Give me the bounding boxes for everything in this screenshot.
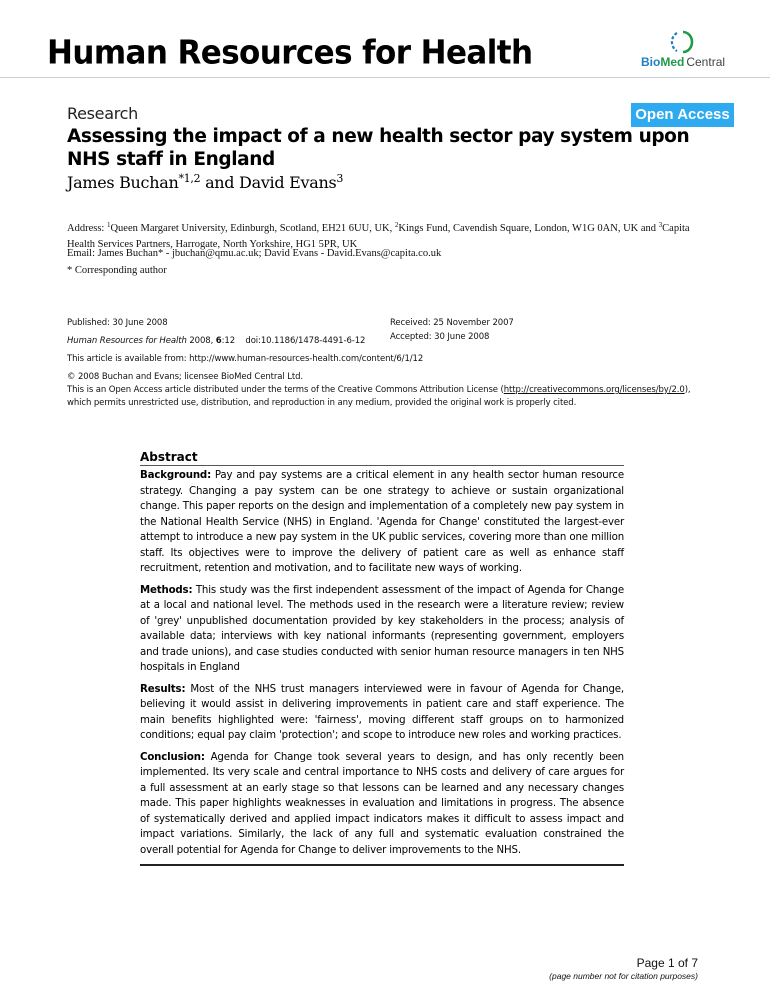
abstract-methods bbox=[140, 583, 624, 676]
affiliation-mark: 2 bbox=[394, 221, 399, 229]
abstract-conclusion bbox=[140, 750, 624, 859]
section-text: Agenda for Change took several years to design, and has only recently been implemented. Its very scale and central importance to NHS costs and delivery of care argues for a full assessment at an early stage so that lessons can be learned and any necessary changes made. This paper highlights weaknesses in evaluation and limitations in progress. The absence of systematically derived and applied impact indicators makes it difficult to assess impact and impact variations. Similarly, the lack of any full and systematic evaluation constrained the overall potential for Agenda for Change to deliver improvements to the NHS. bbox=[140, 751, 624, 856]
section-text: Pay and pay systems are a critical element in any health sector human resource strategy. Changing a pay system can be one strategy to achieve or sustain organizational change. This paper reports on the design and implementation of a completely new pay system in the National Health Service (NHS) in England. 'Agenda for Change' constituted the largest-ever attempt to introduce a new pay system in the UK public services, covering more than one million staff. Its objectives were to improve the delivery of patient care as well as enhance staff recruitment, retention and motivation, and to facilitate new ways of working. bbox=[140, 470, 624, 574]
citation-year: 2008, bbox=[186, 336, 216, 346]
abstract-bottom-divider bbox=[140, 864, 624, 866]
logo-med: Med bbox=[660, 55, 685, 69]
author-list bbox=[67, 172, 343, 192]
copyright-notice: © 2008 Buchan and Evans; licensee BioMed Central Ltd. bbox=[67, 372, 303, 382]
affiliation-mark: 1 bbox=[106, 221, 111, 229]
affiliation: Queen Margaret University, Edinburgh, Scotland, EH21 6UU, UK, bbox=[110, 223, 393, 234]
abstract-divider bbox=[140, 465, 624, 466]
article-url[interactable]: This article is available from: http://www.human-resources-health.com/content/6/1/12 bbox=[67, 354, 424, 364]
logo-bio: Bio bbox=[641, 55, 661, 69]
abstract-heading: Abstract bbox=[140, 450, 198, 464]
author-marks: *1,2 bbox=[178, 172, 201, 185]
section-text: Most of the NHS trust managers interviewed were in favour of Agenda for Change, believing it would assist in delivering improvements in patient care and staff experience. The main benefits highlighted were: 'fairness', moving different staff groups on to harmonized conditions; equal pay claim 'protection'; and scope to introduce new roles and working practices. bbox=[140, 683, 624, 741]
abstract-box bbox=[140, 450, 624, 866]
page-number: Page 1 of 7 bbox=[636, 956, 698, 970]
affiliation: Capita Health Services Partners, Harrogate, North Yorkshire, HG1 5PR, UK bbox=[67, 223, 690, 250]
journal-title: Human Resources for Health bbox=[47, 34, 533, 73]
section-label: Conclusion: bbox=[140, 751, 205, 763]
license-prefix: This is an Open Access article distributed under the terms of the Creative Commons Attribution License ( bbox=[67, 385, 504, 395]
header-divider bbox=[0, 77, 770, 78]
author-marks: 3 bbox=[336, 172, 344, 185]
section-label: Methods: bbox=[140, 584, 193, 596]
license-text-line2: which permits unrestricted use, distribution, and reproduction in any medium, provided the original work is properly cited. bbox=[67, 398, 577, 408]
author-name[interactable]: David Evans bbox=[239, 173, 337, 192]
corresponding-author-note: * Corresponding author bbox=[67, 265, 167, 276]
section-label: Results: bbox=[140, 683, 186, 695]
page-number-note: (page number not for citation purposes) bbox=[549, 971, 698, 981]
citation-line bbox=[67, 336, 365, 346]
affiliation: Kings Fund, Cavendish Square, London, W1G 0AN, UK and bbox=[398, 223, 657, 234]
license-link[interactable]: http://creativecommons.org/licenses/by/2.0 bbox=[503, 385, 685, 395]
article-type: Research bbox=[67, 104, 138, 123]
section-label: Background: bbox=[140, 470, 211, 481]
logo-central: Central bbox=[686, 55, 726, 69]
author-connector: and bbox=[205, 173, 235, 192]
accepted-date: Accepted: 30 June 2008 bbox=[390, 332, 490, 342]
citation-journal: Human Resources for Health bbox=[67, 336, 187, 346]
logo-wordmark bbox=[641, 55, 725, 69]
license-text bbox=[67, 385, 691, 395]
open-access-badge: Open Access bbox=[631, 103, 734, 127]
email-line[interactable]: Email: James Buchan* - jbuchan@qmu.ac.uk; David Evans - David.Evans@capita.co.uk bbox=[67, 248, 442, 259]
biomed-central-logo[interactable] bbox=[641, 30, 731, 72]
license-suffix: ), bbox=[684, 385, 691, 395]
published-date: Published: 30 June 2008 bbox=[67, 318, 168, 328]
address-label: Address: bbox=[67, 223, 105, 234]
abstract-background bbox=[140, 468, 624, 577]
received-date: Received: 25 November 2007 bbox=[390, 318, 514, 328]
biomed-logo-icon bbox=[668, 30, 694, 54]
author-name[interactable]: James Buchan bbox=[67, 173, 179, 192]
citation-doi: :12 doi:10.1186/1478-4491-6-12 bbox=[221, 336, 366, 346]
citation-volume: 6 bbox=[215, 336, 222, 346]
affiliation-mark: 3 bbox=[658, 221, 663, 229]
section-text: This study was the first independent assessment of the impact of Agenda for Change at a local and national level. The methods used in the research were a literature review; review of 'grey' unpublished documentation provided by key stakeholders in the process; analysis of available data; interviews with key national informants (representing government, employers and trade unions), and case studies conducted with senior human resource managers in ten NHS hospitals in England bbox=[140, 584, 624, 673]
abstract-results bbox=[140, 682, 624, 744]
article-title: Assessing the impact of a new health sector pay system upon NHS staff in England bbox=[67, 126, 690, 170]
